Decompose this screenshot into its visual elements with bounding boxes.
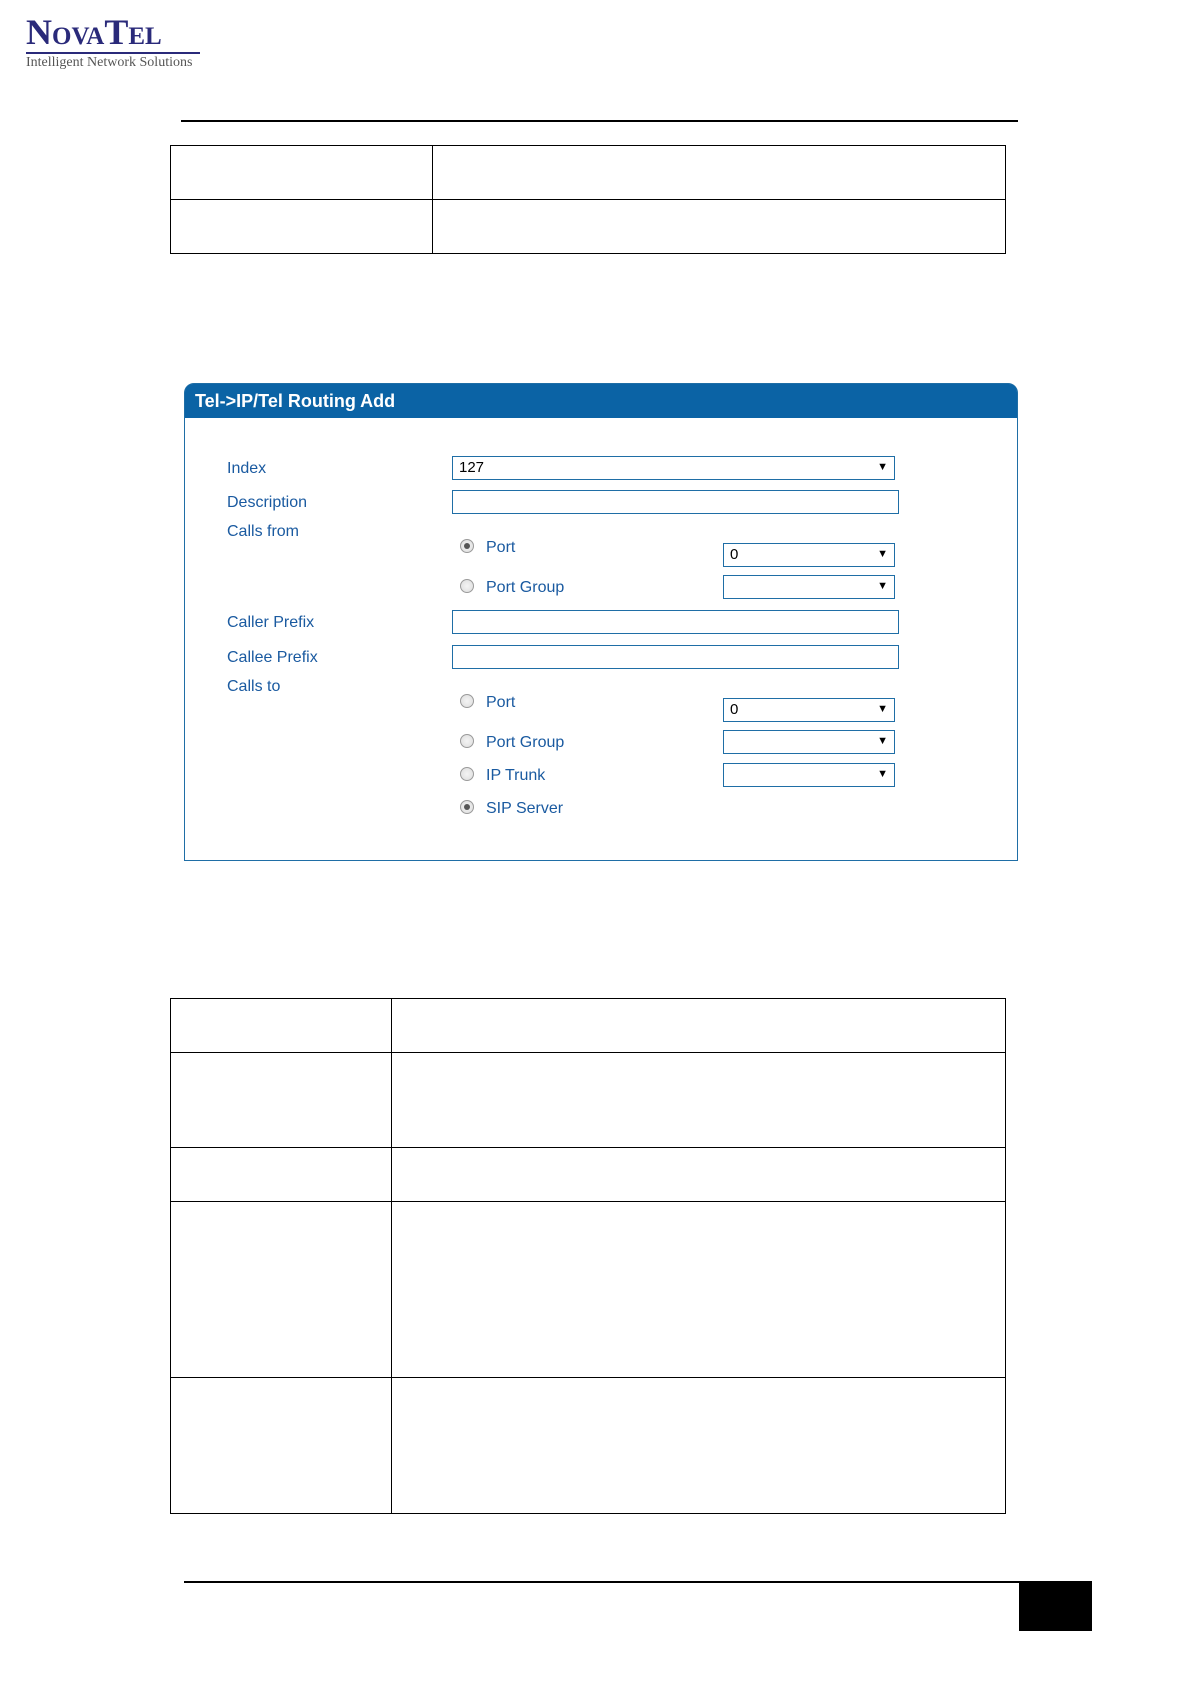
calls-to-port-value: 0 [730,701,739,718]
calls-to-port-radio[interactable] [460,694,474,708]
header-rule [181,120,1018,122]
calls-to-ip-trunk-radio[interactable] [460,767,474,781]
calls-to-ip-trunk-label: IP Trunk [486,767,546,784]
table-row [171,1378,1006,1514]
table-row [171,1148,1006,1202]
calls-to-ip-trunk-select[interactable] [723,763,895,787]
chevron-down-icon: ▼ [877,735,888,747]
table-row [171,146,1006,200]
index-value: 127 [459,459,485,476]
table-row [171,1053,1006,1148]
calls-from-label: Calls from [227,523,300,540]
panel-title: Tel->IP/Tel Routing Add [185,384,1017,418]
company-logo [26,14,206,71]
logo-tagline: Intelligent Network Solutions [26,55,193,70]
caller-prefix-input[interactable] [452,610,899,634]
index-select[interactable] [452,456,895,480]
chevron-down-icon: ▼ [877,703,888,715]
description-input[interactable] [452,490,899,514]
calls-to-label: Calls to [227,678,281,695]
calls-from-port-group-select[interactable] [723,575,895,599]
chevron-down-icon: ▼ [877,461,888,473]
description-label: Description [227,494,308,511]
calls-to-port-group-label: Port Group [486,734,565,751]
calls-to-sip-server-label: SIP Server [486,800,564,817]
logo-underline [26,52,200,54]
chevron-down-icon: ▼ [877,548,888,560]
callee-prefix-label: Callee Prefix [227,649,318,666]
bottom-table [170,998,1006,1514]
calls-from-port-radio[interactable] [460,539,474,553]
top-table [170,145,1006,254]
calls-to-port-group-radio[interactable] [460,734,474,748]
calls-from-port-value: 0 [730,546,739,563]
calls-from-port-label: Port [486,539,516,556]
index-label: Index [227,460,267,477]
calls-to-port-select[interactable] [723,698,895,722]
logo-wordmark: NovaTel [26,12,162,52]
page-number-box [1019,1581,1092,1631]
chevron-down-icon: ▼ [877,580,888,592]
calls-to-sip-server-radio[interactable] [460,800,474,814]
calls-from-port-group-label: Port Group [486,579,565,596]
table-row [171,999,1006,1053]
chevron-down-icon: ▼ [877,768,888,780]
table-row [171,1202,1006,1378]
callee-prefix-input[interactable] [452,645,899,669]
calls-to-port-label: Port [486,694,516,711]
caller-prefix-label: Caller Prefix [227,614,315,631]
calls-from-port-group-radio[interactable] [460,579,474,593]
calls-from-port-select[interactable] [723,543,895,567]
calls-to-port-group-select[interactable] [723,730,895,754]
table-row [171,200,1006,254]
routing-add-panel [184,383,1018,861]
footer-rule [184,1581,1019,1583]
